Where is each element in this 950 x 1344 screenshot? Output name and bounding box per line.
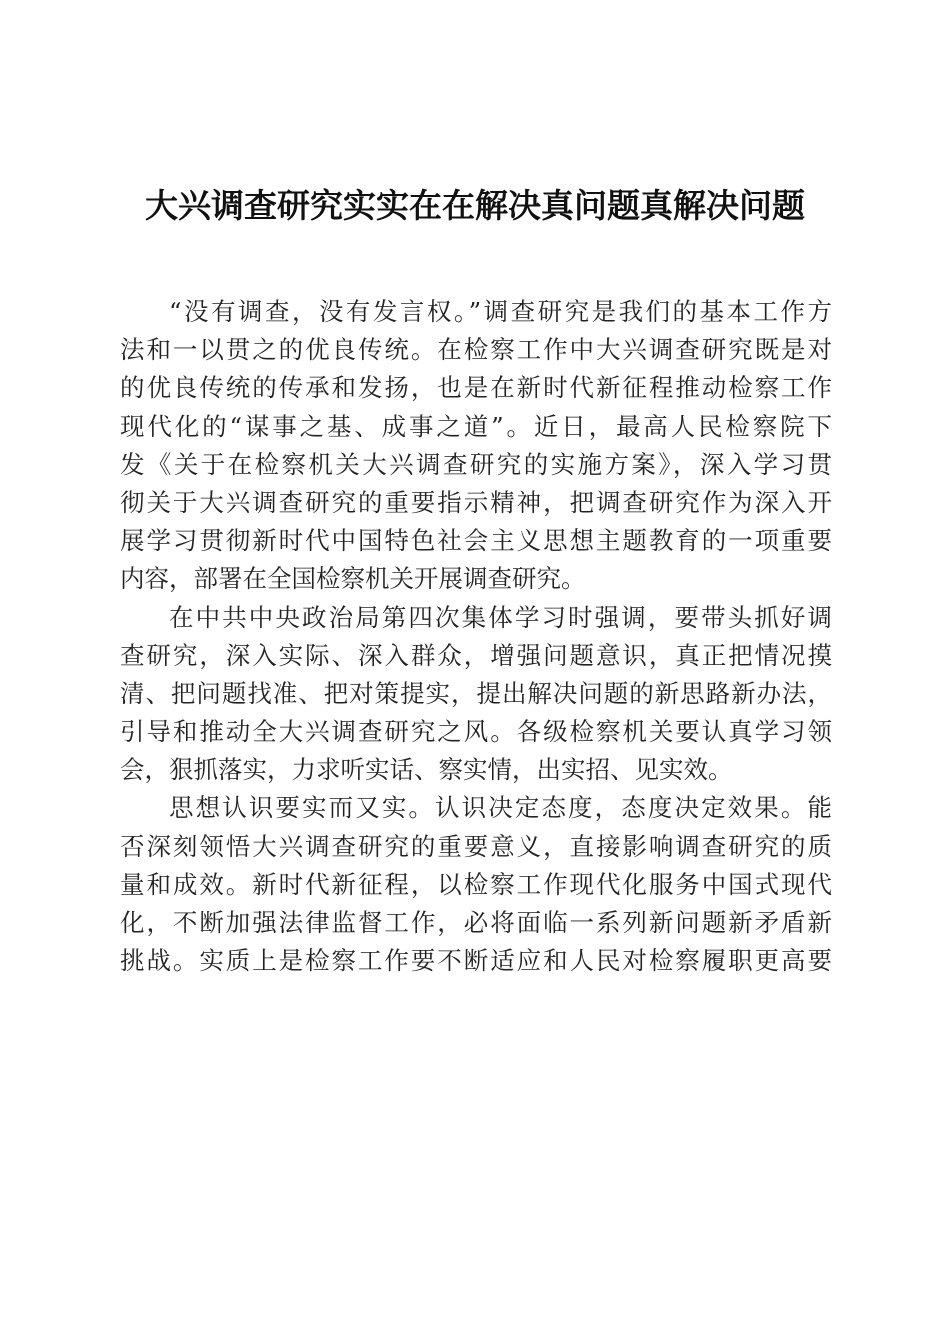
text-line: 法和一以贯之的优良传统。在检察工作中大兴调查研究既是对 — [120, 335, 832, 365]
document-body — [120, 293, 832, 980]
text-line: 在中共中央政治局第四次集体学习时强调，要带头抓好调 — [169, 602, 832, 632]
text-line: “没有调查，没有发言权。”调查研究是我们的基本工作方 — [169, 297, 832, 326]
text-line: 清、把问题找准、把对策提实，提出解决问题的新思路新办法， — [120, 678, 832, 708]
text-line: 的优良传统的传承和发扬，也是在新时代新征程推动检察工作 — [120, 373, 832, 403]
document-title: 大兴调查研究实实在在解决真问题真解决问题 — [145, 186, 805, 225]
text-line: 彻关于大兴调查研究的重要指示精神，把调查研究作为深入开 — [120, 487, 832, 517]
text-line: 挑战。实质上是检察工作要不断适应和人民对检察履职更高要 — [120, 946, 832, 976]
text-line: 量和成效。新时代新征程，以检察工作现代化服务中国式现代 — [120, 869, 832, 899]
text-line: 展学习贯彻新时代中国特色社会主义思想主题教育的一项重要 — [120, 526, 832, 556]
text-line: 否深刻领悟大兴调查研究的重要意义，直接影响调查研究的质 — [120, 831, 832, 861]
text-line: 引导和推动全大兴调查研究之风。各级检察机关要认真学习领 — [120, 717, 832, 747]
text-line: 思想认识要实而又实。认识决定态度，态度决定效果。能 — [169, 793, 832, 823]
paragraph-1 — [120, 293, 832, 599]
paragraph-3 — [120, 789, 832, 980]
text-line: 会，狠抓落实，力求听实话、察实情，出实招、见实效。 — [120, 755, 733, 785]
paragraph-2 — [120, 599, 832, 790]
text-line: 化，不断加强法律监督工作，必将面临一系列新问题新矛盾新 — [120, 908, 832, 937]
text-line: 查研究，深入实际、深入群众，增强问题意识，真正把情况摸 — [120, 640, 832, 670]
text-line: 现代化的“谋事之基、成事之道”。近日，最高人民检察院下 — [120, 411, 832, 441]
text-line: 发《关于在检察机关大兴调查研究的实施方案》，深入学习贯 — [120, 449, 832, 479]
text-line: 内容，部署在全国检察机关开展调查研究。 — [120, 564, 586, 594]
